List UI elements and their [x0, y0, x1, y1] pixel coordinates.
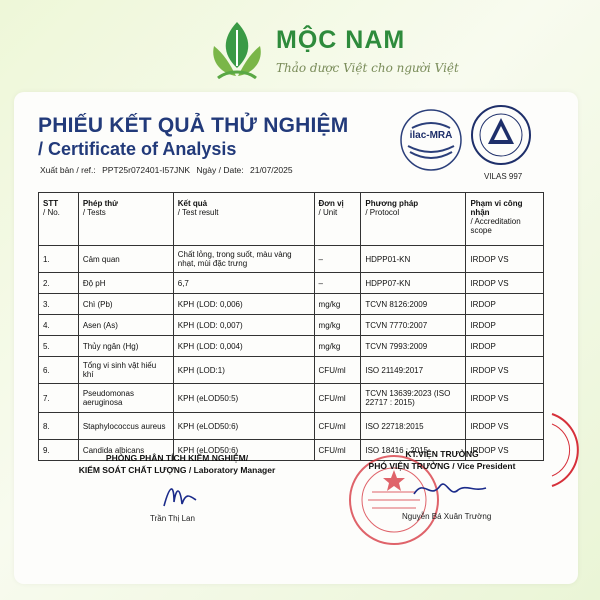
header-result — [173, 193, 314, 246]
header-scope-en: / Accreditation scope — [470, 217, 521, 235]
header-method-vn: Phương pháp — [365, 199, 419, 208]
cell-result: KPH (eLOD50:6) — [173, 440, 314, 461]
cell-test: Độ pH — [78, 273, 173, 294]
cell-test: Staphylococcus aureus — [78, 413, 173, 440]
cell-unit: mg/kg — [314, 336, 361, 357]
cell-test: Tổng vi sinh vật hiếu khí — [78, 357, 173, 384]
cell-no: 2. — [39, 273, 79, 294]
header-test-en: / Tests — [82, 208, 106, 217]
brand-name: MỘC NAM — [276, 26, 406, 54]
table-row — [39, 273, 544, 294]
right-signatory-title — [352, 448, 532, 472]
cell-method: HDPP07-KN — [361, 273, 466, 294]
cell-method: TCVN 13639:2023 (ISO 22717 : 2015) — [361, 384, 466, 413]
header-stt-vn: STT — [43, 199, 59, 208]
header-test — [78, 193, 173, 246]
cell-unit: CFU/ml — [314, 357, 361, 384]
left-signature-icon — [160, 478, 200, 512]
cell-unit: – — [314, 273, 361, 294]
certificate-meta — [40, 165, 297, 175]
cell-scope: IRDOP — [466, 315, 544, 336]
cell-unit: mg/kg — [314, 315, 361, 336]
cell-no: 9. — [39, 440, 79, 461]
ref-value: PPT25r072401-I57JNK — [102, 165, 191, 175]
cell-unit: CFU/ml — [314, 413, 361, 440]
cell-unit: – — [314, 246, 361, 273]
header-method-en: / Protocol — [365, 208, 400, 217]
cell-no: 8. — [39, 413, 79, 440]
cell-test: Cảm quan — [78, 246, 173, 273]
cell-scope: IRDOP VS — [466, 357, 544, 384]
table-row — [39, 315, 544, 336]
cell-no: 3. — [39, 294, 79, 315]
cell-result: KPH (eLOD50:6) — [173, 413, 314, 440]
table-row — [39, 384, 544, 413]
table-row — [39, 357, 544, 384]
cell-result: KPH (eLOD50:5) — [173, 384, 314, 413]
cell-result: 6,7 — [173, 273, 314, 294]
leaf-logo-icon — [208, 18, 266, 84]
header-stt — [39, 193, 79, 246]
bureau-accreditation-logo-icon — [470, 104, 532, 170]
cell-scope: IRDOP — [466, 294, 544, 315]
date-value: 21/07/2025 — [250, 165, 293, 175]
vilas-code: VILAS 997 — [484, 172, 523, 181]
cell-no: 7. — [39, 384, 79, 413]
right-signature-icon — [410, 474, 490, 504]
cell-method: ISO 22718:2015 — [361, 413, 466, 440]
cell-result: Chất lỏng, trong suốt, màu vàng nhạt, mùi đặc trưng — [173, 246, 314, 273]
cell-test: Asen (As) — [78, 315, 173, 336]
header-unit — [314, 193, 361, 246]
cell-scope: IRDOP VS — [466, 384, 544, 413]
cell-no: 1. — [39, 246, 79, 273]
ilac-mra-logo-icon — [398, 108, 464, 172]
cell-result: KPH (LOD: 0,007) — [173, 315, 314, 336]
side-seal-stamp-icon — [550, 410, 580, 490]
cell-method: TCVN 7993:2009 — [361, 336, 466, 357]
brand-slogan: Thảo dược Việt cho người Việt — [276, 61, 459, 75]
cell-unit: CFU/ml — [314, 384, 361, 413]
header-unit-vn: Đơn vị — [318, 199, 344, 208]
table-row — [39, 294, 544, 315]
table-row — [39, 413, 544, 440]
cell-scope: IRDOP VS — [466, 413, 544, 440]
cell-method: ISO 21149:2017 — [361, 357, 466, 384]
cell-scope: IRDOP VS — [466, 246, 544, 273]
cell-test: Candida albicans — [78, 440, 173, 461]
cell-test: Thủy ngân (Hg) — [78, 336, 173, 357]
results-table — [38, 192, 544, 461]
ilac-label: ilac-MRA — [409, 130, 453, 141]
cell-test: Chì (Pb) — [78, 294, 173, 315]
cell-method: ISO 18416 : 2015 — [361, 440, 466, 461]
header-scope-vn: Phạm vi công nhận — [470, 199, 523, 217]
cell-method: HDPP01-KN — [361, 246, 466, 273]
header-stt-en: / No. — [43, 208, 60, 217]
table-row — [39, 246, 544, 273]
cell-result: KPH (LOD: 0,006) — [173, 294, 314, 315]
date-label: Ngày / Date: — [196, 165, 244, 175]
table-row — [39, 336, 544, 357]
cell-result: KPH (LOD:1) — [173, 357, 314, 384]
certificate-title-en: / Certificate of Analysis — [38, 139, 237, 159]
cell-test: Pseudomonas aeruginosa — [78, 384, 173, 413]
certificate-title-vn: PHIẾU KẾT QUẢ THỬ NGHIỆM — [38, 114, 349, 137]
table-header-row — [39, 193, 544, 246]
cell-scope: IRDOP VS — [466, 273, 544, 294]
header-scope — [466, 193, 544, 246]
header-test-vn: Phép thử — [82, 199, 118, 208]
cell-no: 6. — [39, 357, 79, 384]
left-title-line-2: KIỂM SOÁT CHẤT LƯỢNG / Laboratory Manager — [78, 465, 276, 475]
cell-method: TCVN 7770:2007 — [361, 315, 466, 336]
cell-unit: CFU/ml — [314, 440, 361, 461]
cell-result: KPH (LOD: 0,004) — [173, 336, 314, 357]
right-title-line-1: KT.VIỆN TRƯỞNG — [405, 449, 479, 459]
cell-no: 4. — [39, 315, 79, 336]
cell-scope: IRDOP — [466, 336, 544, 357]
brand-header — [0, 14, 600, 94]
header-method — [361, 193, 466, 246]
header-result-vn: Kết quả — [177, 199, 208, 208]
cell-scope: IRDOP VS — [466, 440, 544, 461]
ref-label: Xuất bản / ref.: — [40, 165, 96, 175]
header-result-en: / Test result — [177, 208, 219, 217]
left-signatory-title — [62, 452, 292, 476]
cell-method: TCVN 8126:2009 — [361, 294, 466, 315]
left-title-line-1: PHÒNG PHÂN TÍCH KIỂM NGHIỆM/ — [105, 453, 249, 463]
right-signatory-name: Nguyễn Bá Xuân Trường — [402, 512, 492, 521]
right-title-line-2: PHÓ VIỆN TRƯỞNG / Vice President — [368, 461, 516, 471]
cell-no: 5. — [39, 336, 79, 357]
left-signatory-name: Trần Thị Lan — [150, 514, 195, 523]
header-unit-en: / Unit — [318, 208, 338, 217]
cell-unit: mg/kg — [314, 294, 361, 315]
